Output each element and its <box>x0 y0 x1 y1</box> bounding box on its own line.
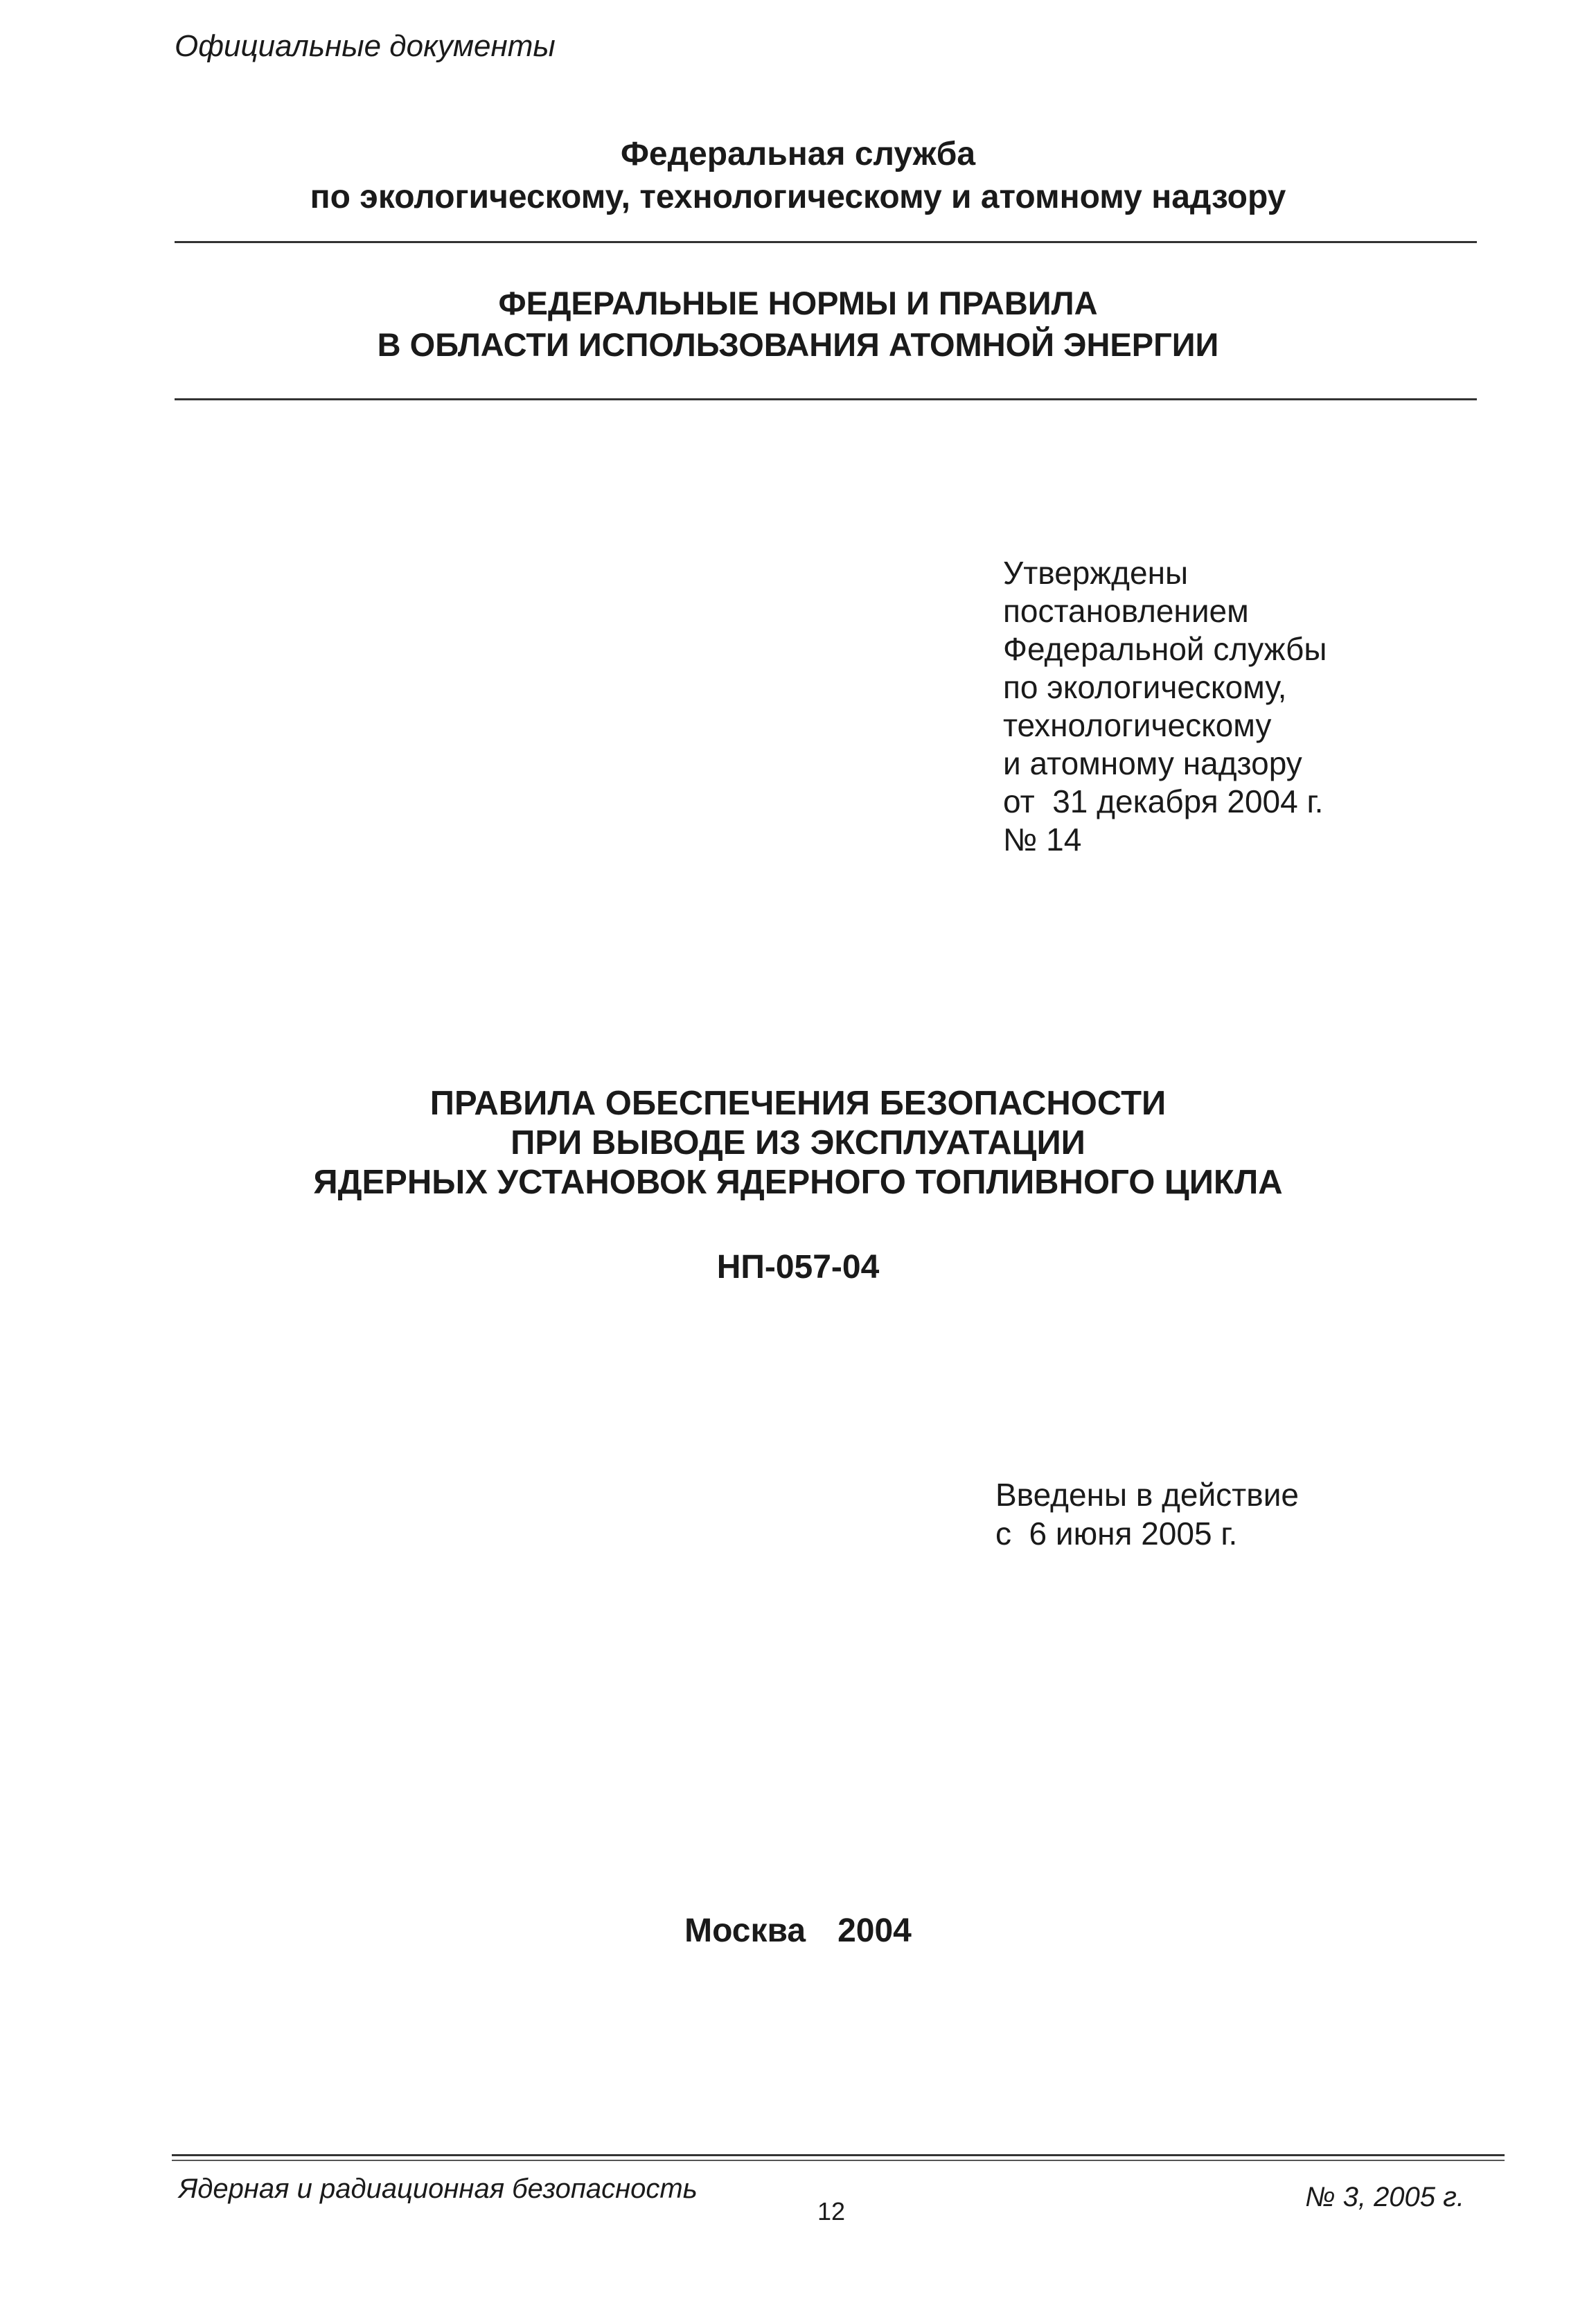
document-title-line-2: ПРИ ВЫВОДЕ ИЗ ЭКСПЛУАТАЦИИ <box>511 1124 1085 1162</box>
approval-date: от 31 декабря 2004 г. <box>1003 783 1324 819</box>
publication-city: Москва <box>684 1912 806 1949</box>
footer-issue: № 3, 2005 г. <box>1305 2182 1464 2212</box>
document-title-line-3: ЯДЕРНЫХ УСТАНОВОК ЯДЕРНОГО ТОПЛИВНОГО ЦИКЛА <box>313 1164 1283 1201</box>
norms-heading-line-2: В ОБЛАСТИ ИСПОЛЬЗОВАНИЯ АТОМНОЙ ЭНЕРГИИ <box>377 326 1219 363</box>
footer-rule <box>172 2154 1505 2156</box>
approval-line: по экологическому, <box>1003 669 1287 705</box>
approval-line: технологическому <box>1003 707 1272 743</box>
approval-line: постановлением <box>1003 593 1249 629</box>
approval-block <box>1003 554 1327 859</box>
effective-line-2: с 6 июня 2005 г. <box>995 1516 1238 1552</box>
document-title-line-1: ПРАВИЛА ОБЕСПЕЧЕНИЯ БЕЗОПАСНОСТИ <box>429 1085 1167 1122</box>
approval-line: Федеральной службы <box>1003 631 1327 667</box>
running-head: Официальные документы <box>175 29 556 63</box>
document-title <box>0 1084 1596 1202</box>
footer-journal-name: Ядерная и радиационная безопасность <box>179 2174 698 2204</box>
effective-date-block <box>995 1475 1299 1553</box>
agency-name-line-1: Федеральная служба <box>620 136 976 172</box>
publication-year: 2004 <box>837 1912 912 1949</box>
approval-number: № 14 <box>1003 821 1082 858</box>
norms-heading <box>0 283 1596 366</box>
footer-rule-secondary <box>172 2160 1505 2161</box>
agency-name-line-2: по экологическому, технологическому и атомному надзору <box>310 179 1286 215</box>
divider-top <box>175 241 1477 243</box>
place-and-year <box>0 1912 1596 1950</box>
agency-heading <box>0 133 1596 219</box>
document-code: НП-057-04 <box>716 1249 880 1286</box>
approval-line: и атомному надзору <box>1003 745 1302 781</box>
norms-heading-line-1: ФЕДЕРАЛЬНЫЕ НОРМЫ И ПРАВИЛА <box>498 285 1098 321</box>
approval-line: Утверждены <box>1003 555 1189 591</box>
divider-middle <box>175 398 1477 400</box>
effective-line-1: Введены в действие <box>995 1477 1299 1513</box>
page-number: 12 <box>817 2197 846 2225</box>
